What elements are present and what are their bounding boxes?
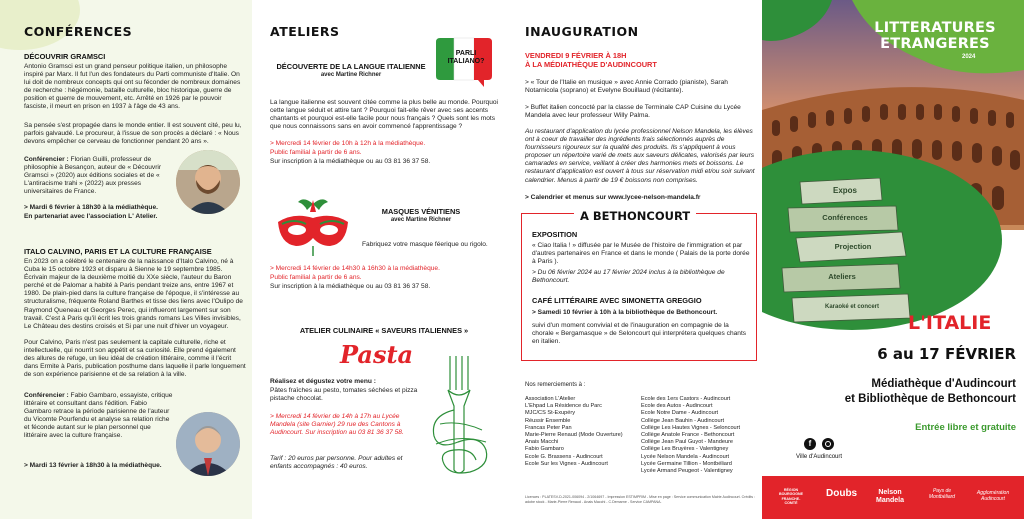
conferencier-label: Conférencier : — [24, 392, 69, 399]
calvino-date: > Mardi 13 février à 18h30 à la médiathèque. — [24, 462, 162, 469]
thanks-item: MJC/CS St-Exupéry — [525, 410, 576, 417]
instagram-icon[interactable] — [822, 438, 834, 450]
thanks-list-left — [525, 396, 637, 468]
thanks-item: Ecole des Autos - Audincourt — [641, 403, 713, 410]
thanks-item: Collège Les Bruyères - Valentigney — [641, 446, 729, 453]
venue-line-2: et Bibliothèque de Bethoncourt — [844, 393, 1016, 405]
conferences-title: CONFÉRENCES — [24, 24, 133, 39]
thanks-item: Ecole G. Brassens - Audincourt — [525, 453, 603, 460]
thanks-item: Lycée Germaine Tillion - Montbéliard — [641, 460, 732, 467]
langue-text: La langue italienne est souvent citée comme la plus belle au monde. Pourquoi cette langue séduit et attire tant ? Pourquoi fait-elle rêver avec ses accents chantants et pourquoi est-elle facile pour nous français ? Quels sont les mots que nous connaissons sans en avoir commencé l'apprentissage ? — [270, 99, 498, 131]
venue-line-1: Médiathèque d'Audincourt — [871, 378, 1016, 390]
thanks-item: Ecole Notre Dame - Audincourt — [641, 410, 719, 417]
langue-heading: DÉCOUVERTE DE LA LANGUE ITALIENNE — [276, 62, 426, 71]
cover-panel — [762, 0, 1024, 519]
calvino-intro: En 2023 on a célébré le centenaire de la naissance d'Italo Calvino, né à Cuba le 15 octobre 1923 et disparu à Sienne le 19 septembre 1985. Écrivain majeur de la deuxième moitié du XXe siècle, l'auteur du Baron perché et de Palomar a habité à Paris pendant treize ans, entre 1967 et 1980. De plain-pied dans la culture française de l'époque, il s'intéresse au structuralisme, fréquente Roland Barthes et tisse des liens avec l'Oulipo de Raymond Queneau et Georges Perec, qui influeront largement sur son travail. C'est à Paris qu'il écrit les trois grands romans Les Villes invisibles, Le Château des destins croisés et Si par une nuit d'hiver un voyageur. — [24, 258, 243, 330]
culinaire-heading: ATELIER CULINAIRE « SAVEURS ITALIENNES » — [299, 326, 469, 335]
thanks-item: Lycée Nelson Mandela - Audincourt — [641, 453, 730, 460]
thanks-item: Anais Macchi — [525, 439, 559, 446]
langue-block — [266, 62, 436, 79]
gramsci-heading: DÉCOUVRIR GRAMSCI — [24, 52, 106, 61]
gramsci-date: > Mardi 6 février à 18h30 à la médiathèque. — [24, 204, 158, 211]
guilli-text: Florian Guilli, professeur de philosophie à Besançon, auteur de « Découvrir Gramsci » (2020) aux éditions sociales et de « L'antiracisme trahi » (2022) aux presses universitaires de France. — [24, 156, 162, 196]
italian-flag-bubble — [432, 36, 498, 88]
masques-with: avec Martine Richner — [390, 217, 452, 223]
pasta-title: Pasta — [340, 340, 414, 369]
buffet-italien: > Buffet italien concocté par la classe de Terminale CAP Cuisine du Lycée Mandela avec leur professeur Willy Palma. — [525, 104, 741, 120]
inauguration-panel — [507, 0, 762, 519]
ateliers-panel — [252, 0, 507, 519]
title-line-2: ETRANGERES — [880, 36, 990, 52]
bethoncourt-title: A BETHONCOURT — [580, 209, 691, 223]
guilli-photo — [176, 150, 240, 214]
langue-date: > Mercredi 14 février de 10h à 12h à la médiathèque. — [270, 140, 426, 147]
cafe-date: > Samedi 10 février à 10h à la bibliothèque de Bethoncourt. — [532, 309, 718, 316]
pasta-fork-icon — [420, 350, 504, 490]
thanks-item: Collège Les Hautes Vignes - Seloncourt — [641, 424, 741, 431]
book-expos: Expos — [832, 186, 857, 195]
thanks-list-right — [641, 396, 759, 475]
masques-inscription: Sur inscription à la médiathèque ou au 03 81 36 37 58. — [270, 283, 431, 290]
inauguration-title: INAUGURATION — [525, 24, 639, 39]
bethoncourt-box — [521, 209, 757, 361]
book-conferences: Conférences — [822, 213, 868, 222]
gambaro-text: Fabio Gambaro, essayiste, critique littéraire et consultant dans l'édition. Fabio Gambaro retrace la période parisienne de l'auteur du Vicomte Pourfendu et analyse sa relation riche et féconde autant sur le plan personnel que littéraire avec la culture française. — [24, 392, 173, 440]
masques-public: Public familial à partir de 6 ans. — [270, 274, 362, 281]
inauguration-date: VENDREDI 9 FÉVRIER À 18H — [525, 51, 627, 60]
culinaire-lead: Réalisez et dégustez votre menu : — [270, 378, 376, 385]
cover-title — [850, 20, 1020, 52]
logo-mandela: Nelson Mandela — [875, 489, 904, 504]
gramsci-intro: Antonio Gramsci est un grand penseur politique italien, un philosophe inspiré par Marx. Il fut l'un des fondateurs du Parti communiste d'Italie. On lui doit de nombreux concepts qui ont su féconder de nombreux domaines de recherche : hégémonie, bataille culturelle, bloc historique, guerre de position et guerre de mouvement, etc. Arrêté en 1926 par le pouvoir fasciste, il meurt en prison en 1937 à l'âge de 43 ans. — [24, 63, 241, 111]
city-name: Ville d'Audincourt — [796, 454, 843, 460]
thanks-item: Collège Jean Bauhin - Audincourt — [641, 417, 725, 424]
logo-doubs: Doubs — [826, 488, 858, 499]
cafe-heading: CAFÉ LITTÉRAIRE AVEC SIMONETTA GREGGIO — [532, 296, 702, 305]
calvino-paris: Pour Calvino, Paris n'est pas seulement la capitale culturelle, riche et intellectuelle, qui nourrit son appétit et sa curiosité. Elle prend également des allures de refuge, un lieu idéal de création littéraire, comme il l'écrit dans Ermite à Paris, publication posthume dans laquelle il parle longuement de son expérience parisienne et de sa relation à la ville. — [24, 339, 246, 379]
thanks-item: Collège Anatole France - Bethoncourt — [641, 432, 735, 439]
thanks-item: Association L'Atelier — [525, 396, 576, 402]
thanks-item: Marie-Pierre Renaud (Mode Ouverture) — [525, 432, 623, 439]
event-dates: 6 au 17 FÉVRIER — [877, 345, 1016, 363]
restaurant-text: Au restaurant d'application du lycée professionnel Nelson Mandela, les élèves ont à coeur de travailler des ingrédients frais sélectionnés auprès de fournisseurs rigoureux sur la qualité des produits. Ils s'appliquent à vous proposer un répertoire varié de mets aux saveurs délicates, valorisés par leurs camarades en service, veillant à créer des harmonies mets et boissons. Le restaurant d'application est ouvert à tous sur réservation midi et/ou soir suivant calendrier. Menus à partir de 19 € boissons non comprises. — [525, 128, 755, 184]
thanks-item: Collège Jean Paul Guyot - Mandeure — [641, 439, 734, 446]
book-projection: Projection — [834, 242, 872, 251]
culinaire-date: > Mercredi 14 février de 14h à 17h au Lycée Mandela (site Garnier) 29 rue des Cantons à Audincourt. Sur inscription au 03 81 36 37 58. — [270, 413, 404, 437]
masques-date: > Mercredi 14 février de 14h30 à 16h30 à la médiathèque. — [270, 265, 440, 272]
ateliers-title: ATELIERS — [270, 24, 340, 39]
facebook-icon[interactable]: f — [804, 438, 816, 450]
logo-montbeliard: Pays de Montbéliard — [928, 488, 956, 500]
culinaire-tarif: Tarif : 20 euros par personne. Pour adultes et enfants accompagnés : 40 euros. — [270, 455, 403, 471]
cover-year: 2024 — [962, 54, 976, 60]
bethoncourt-title-wrap — [574, 207, 696, 225]
masques-title-block — [356, 207, 486, 224]
expo-text: « Ciao Italia ! » diffusée par le Musée de l'histoire de l'immigration et par d'autres partenaires en France et dans le monde ( Palais de la porte dorée à Paris ). — [532, 242, 750, 266]
thanks-item: Fabio Gambaro — [525, 446, 564, 453]
gramsci-partner: En partenariat avec l'association L' Atelier. — [24, 213, 158, 220]
credits-text: Licences : PLATESV-D-2021-006094 - 2/1064697 - Impression ESTIMPRIM - Mise en page : Service communication Mairie Audincourt. Crédits : adobe stock - Marie-Pierre Renaud - Anais Macchi - C.Demarne - Service CAMPANA. — [525, 495, 756, 504]
thanks-item: Francas Peter Pan — [525, 424, 572, 431]
culinaire-menu: Pâtes fraîches au pesto, tomates séchées et pizza pistache chocolat. — [270, 387, 418, 403]
thanks-item: Ecole Sur les Vignes - Audincourt — [525, 460, 608, 467]
cafe-text: suivi d'un moment convivial et de l'inauguration en compagnie de la chorale « Bergamasque » de Seloncourt qui interprétera quelques chants en italien. — [532, 322, 747, 346]
guilli-bio — [24, 156, 174, 196]
thanks-item: Ecole des 1ers Castors - Audincourt — [641, 396, 731, 402]
tour-italie: > « Tour de l'Italie en musique » avec Annie Corrado (pianiste), Sarah Notarnicola (soprano) et Evelyne Bouillaud (récitante). — [525, 79, 728, 95]
book-ateliers: Ateliers — [828, 272, 856, 281]
conferences-panel — [0, 0, 252, 519]
langue-public: Public familial à partir de 6 ans. — [270, 149, 362, 156]
free-entry: Entrée libre et gratuite — [915, 422, 1016, 433]
conferencier-label: Conférencier : — [24, 156, 69, 163]
calendrier-link[interactable]: > Calendrier et menus sur www.lycee-nelson-mandela.fr — [525, 194, 701, 201]
gramsci-quote: Sa pensée s'est propagée dans le monde entier. Il est souvent cité, peu lu, parfois galvaudé. Le procureur, à l'issue de son procès a déclaré : « Nous devons empêcher ce cerveau de fonctionner pendant 20 ans ». — [24, 122, 242, 146]
partner-logo-bar — [762, 476, 1024, 519]
venetian-mask-icon — [274, 196, 352, 258]
thanks-title: Nos remerciements à : — [525, 382, 586, 388]
expo-date: > Du 06 février 2024 au 17 février 2024 inclus à la bibliothèque de Bethoncourt. — [532, 269, 725, 285]
masques-heading: MASQUES VÉNITIENS — [381, 207, 461, 216]
title-line-1: LITTERATURES — [874, 20, 996, 36]
logo-region: RÉGION BOURGOGNE FRANCHE-COMTÉ — [779, 488, 803, 506]
gambaro-bio — [24, 392, 176, 441]
calvino-heading: ITALO CALVINO, PARIS ET LA CULTURE FRANÇAISE — [24, 247, 212, 256]
thanks-item: Lycée Armand Peugeot - Valentigney — [641, 468, 733, 475]
thanks-item: L'Ehpad La Résidence du Parc — [525, 403, 602, 410]
flag-text: PARLI ITALIANO? — [447, 50, 485, 65]
logo-audincourt: Agglomération Audincourt — [976, 490, 1010, 502]
inauguration-place: À LA MÉDIATHÈQUE D'AUDINCOURT — [525, 60, 657, 69]
books-stack-illustration — [778, 178, 920, 340]
langue-inscription: Sur inscription à la médiathèque ou au 03 81 36 37 58. — [270, 158, 431, 165]
thanks-item: Réussir Ensemble — [525, 417, 571, 424]
book-karaoke: Karaoké et concert — [824, 304, 880, 310]
langue-with: avec Martine Richner — [320, 72, 382, 78]
masques-text: Fabriquez votre masque féerique ou rigolo. — [362, 241, 488, 248]
expo-heading: EXPOSITION — [532, 230, 578, 239]
country-title: L'ITALIE — [908, 312, 992, 334]
